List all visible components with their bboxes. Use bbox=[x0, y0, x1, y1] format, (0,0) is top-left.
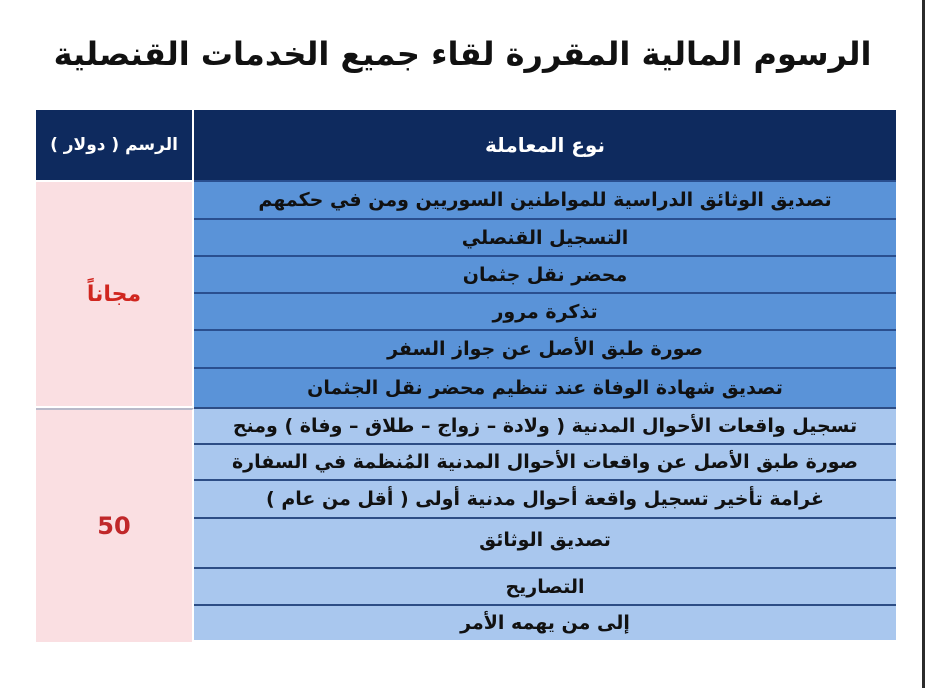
table-row: تذكرة مرور bbox=[194, 292, 896, 329]
fee-cell-50: 50 bbox=[36, 408, 194, 642]
table-row: التسجيل القنصلي bbox=[194, 218, 896, 255]
table-row: تصديق الوثائق bbox=[194, 517, 896, 567]
page-title: الرسوم المالية المقررة لقاء جميع الخدمات القنصلية bbox=[53, 35, 872, 73]
table-row: تسجيل واقعات الأحوال المدنية ( ولادة – زواج – طلاق – وفاة ) ومنح bbox=[194, 407, 896, 443]
table-row: محضر نقل جثمان bbox=[194, 255, 896, 292]
table-row: صورة طبق الأصل عن جواز السفر bbox=[194, 329, 896, 367]
table-row: صورة طبق الأصل عن واقعات الأحوال المدنية المُنظمة في السفارة bbox=[194, 443, 896, 479]
table-row: التصاريح bbox=[194, 567, 896, 604]
transaction-type-column bbox=[194, 110, 896, 640]
transaction-type-header: نوع المعاملة bbox=[194, 110, 896, 180]
fees-table bbox=[36, 110, 896, 640]
table-row: غرامة تأخير تسجيل واقعة أحوال مدنية أولى ( أقل من عام ) bbox=[194, 479, 896, 517]
table-row: إلى من يهمه الأمر bbox=[194, 604, 896, 640]
fee-cell-free: مجاناً bbox=[36, 182, 194, 406]
fee-column bbox=[36, 110, 194, 640]
fee-column-header: الرسم ( دولار ) bbox=[36, 110, 194, 180]
table-row: تصديق شهادة الوفاة عند تنظيم محضر نقل الجثمان bbox=[194, 367, 896, 407]
table-row: تصديق الوثائق الدراسية للمواطنين السوريين ومن في حكمهم bbox=[194, 180, 896, 218]
